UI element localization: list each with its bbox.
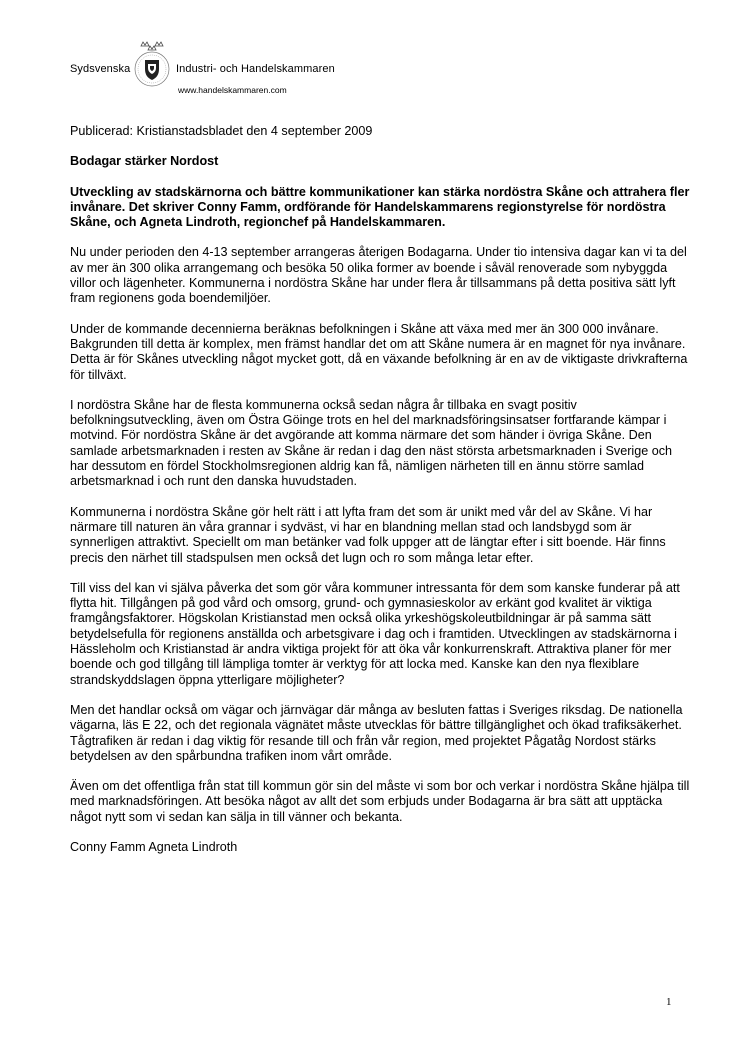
paragraph-2: Under de kommande decennierna beräknas befolkningen i Skåne att växa med mer än 300 000 invånare. Bakgrunden till detta är komplex, men främst handlar det om att Skåne numera är en magnet för nya invånare. Detta är för Skånes utveckling något mycket gott, då en växande befolkning är en av de viktigaste drivkrafterna för tillväxt. (70, 321, 688, 382)
paragraph-3: I nordöstra Skåne har de flesta kommunerna också sedan några år tillbaka en svagt positiv befolkningsutveckling, även om Östra Göinge trots en hel del marknadsföringsinsatser fortfarande kämpar i motvind. För nordöstra Skåne är det avgörande att komma närmare det som händer i övriga Skåne. Den samlade arbetsmarknaden i resten av Skåne är redan i dag den näst största arbetsmarknaden i Sverige och har dessutom en fördel Stockholmsregionen aldrig kan få, nämligen närheten till en ännu större samlad arbetsmarknad i och runt den danska huvudstaden. (70, 397, 673, 489)
paragraph-7: Även om det offentliga från stat till kommun gör sin del måste vi som bor och verkar i nordöstra Skåne hjälpa till med marknadsföringen. Att besöka något av allt det som erbjuds under Bodagarna är bra sätt att upptäcka något nytt som vi sedan kan sälja in till vänner och bekanta. (70, 779, 690, 824)
chamber-seal-icon (132, 40, 172, 90)
website-link[interactable]: www.handelskammaren.com (178, 85, 287, 95)
signature: Conny Famm Agneta Lindroth (70, 839, 238, 854)
paragraph-6: Men det handlar också om vägar och järnvägar där många av besluten fattas i Sveriges riksdag. De nationella vägarna, läs E 22, och det regionala vägnätet måste utvecklas för bättre tillgänglighet och ökad trafiksäkerhet. Tågtrafiken är redan i dag viktig för resande till och från vår region, med projektet Pågatåg Nordost stärks betydelsen av den spårbundna trafiken inom vårt område. (70, 702, 683, 763)
article-headline: Bodagar stärker Nordost (70, 154, 219, 169)
publication-line: Publicerad: Kristianstadsbladet den 4 september 2009 (70, 124, 373, 138)
article-lead: Utveckling av stadskärnorna och bättre kommunikationer kan stärka nordöstra Skåne och attrahera fler invånare. Det skriver Conny Famm, ordförande för Handelskammarens regionstyrelse för nordöstra Skåne, och Agneta Lindroth, regionchef på Handelskammaren. (70, 184, 690, 230)
org-name-left: Sydsvenska (70, 63, 131, 75)
paragraph-1: Nu under perioden den 4-13 september arrangeras återigen Bodagarna. Under tio intensiva dagar kan vi ta del av mer än 300 olika arrangemang och besöka 50 olika former av boende i såväl renoverade som nybyggda villor och lägenheter. Kommunerna i nordöstra Skåne har under flera år tillsammans på detta positiva sätt lyft fram regionens goda boendemiljöer. (70, 245, 687, 306)
paragraph-4: Kommunerna i nordöstra Skåne gör helt rätt i att lyfta fram det som är unikt med vår del av Skåne. Vi har närmare till naturen än våra grannar i sydväst, vi har en blandning mellan stad och landsbygd som är synnerligen attraktivt. Speciellt om man betänker vad folk uppger att de längtar efter i sitt boende. Här finns precis den närhet till stadspulsen men också det lugn och ro som många letar efter. (70, 504, 666, 565)
org-name-right: Industri- och Handelskammaren (176, 63, 335, 75)
article (70, 124, 690, 855)
paragraph-5: Till viss del kan vi själva påverka det som gör våra kommuner intressanta för dem som kanske funderar på att flytta hit. Tillgången på god vård och omsorg, grund- och gymnasieskolor av erkänt god kvalitet är viktiga framgångsfaktorer. Högskolan Kristianstad men också olika yrkeshögskoleutbildningar är på samma sätt betydelsefulla för regionens anställda och arbetsgivare i dag och i framtiden. Utvecklingen av stadskärnorna i Hässleholm och Kristianstad är andra viktiga projekt för att öka vår konkurrenskraft. Attraktiva planer för mer boende och god tillgång till lämpliga tomter är verktyg för att locka med. Kanske kan den nya flexiblare strandskyddslagen öppna ytterligare möjligheter? (70, 580, 680, 687)
letterhead (70, 40, 670, 102)
page-number: 1 (666, 996, 672, 1008)
